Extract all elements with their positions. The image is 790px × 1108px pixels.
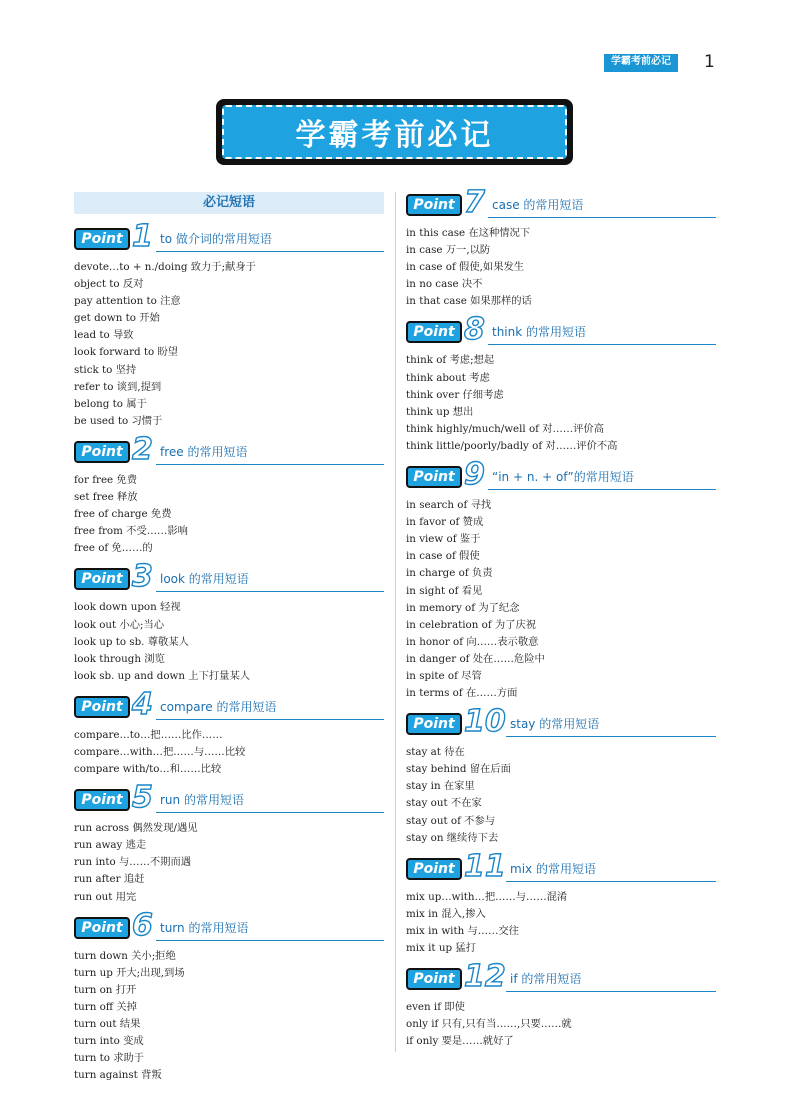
phrase-item: devote…to + n./doing 致力于;献身于	[74, 261, 256, 273]
phrase-item: run away 逃走	[74, 839, 147, 852]
point-group	[74, 219, 384, 430]
phrase-item: think up 想出	[406, 405, 474, 418]
phrase-item: in spite of 尽管	[406, 669, 482, 682]
page-number: 1	[704, 52, 715, 72]
point-title: mix 的常用短语	[510, 861, 596, 876]
phrase-item: stay out 不在家	[406, 797, 482, 810]
phrase-item: in celebration of 为了庆祝	[406, 618, 537, 631]
point-badge: Point	[74, 696, 130, 718]
point-badge: Point	[74, 568, 130, 590]
point-underline	[156, 719, 384, 720]
point-badge: Point	[406, 713, 462, 735]
phrase-item: stay on 继续待下去	[406, 831, 499, 844]
point-number: 4	[132, 686, 153, 722]
point-badge: Point	[74, 228, 130, 250]
phrase-item: in view of 鉴于	[406, 533, 481, 546]
phrase-item: in this case 在这种情况下	[406, 227, 531, 239]
phrase-item: free of charge 免费	[74, 508, 172, 521]
point-group	[406, 959, 716, 1050]
phrase-item: in danger of 处在……危险中	[406, 652, 545, 665]
phrase-item: mix in 混入,掺入	[406, 907, 486, 920]
phrase-item: turn on 打开	[74, 983, 137, 996]
phrase-item: in that case 如果那样的话	[406, 295, 532, 308]
point-title: if 的常用短语	[510, 972, 582, 987]
phrase-item: stick to 坚持	[74, 363, 137, 376]
phrase-item: turn to 求助于	[74, 1052, 145, 1065]
point-group	[74, 431, 384, 557]
phrase-item: think little/poorly/badly of 对……评价不高	[406, 439, 618, 452]
phrase-list	[406, 999, 716, 1050]
phrase-item: belong to 属于	[74, 397, 147, 410]
phrase-item: for free 免费	[74, 473, 137, 486]
point-badge: Point	[406, 194, 462, 216]
point-header	[74, 686, 384, 722]
point-header	[406, 959, 716, 995]
phrase-item: compare with/to…和……比较	[74, 763, 222, 776]
phrase-item: turn off 关掉	[74, 1000, 137, 1013]
point-number: 3	[132, 559, 153, 595]
phrase-item: if only 要是……就好了	[406, 1035, 514, 1048]
point-title: think 的常用短语	[492, 325, 587, 340]
phrase-item: even if 即使	[406, 1001, 465, 1014]
point-underline	[506, 991, 716, 992]
point-underline	[156, 464, 384, 465]
phrase-item: refer to 谈到,提到	[74, 380, 162, 393]
phrase-list	[74, 259, 384, 430]
column-divider	[395, 192, 396, 1052]
phrase-item: turn up 开大;出现,到场	[74, 966, 185, 979]
phrase-item: think about 考虑	[406, 371, 490, 384]
point-group	[406, 848, 716, 957]
phrase-item: free from 不受……影响	[74, 525, 188, 538]
point-header	[406, 312, 716, 348]
point-title: to 做介词的常用短语	[160, 232, 272, 246]
phrase-list	[406, 889, 716, 957]
point-group	[406, 185, 716, 310]
phrase-item: in case of 假使	[406, 550, 480, 563]
left-column	[74, 192, 384, 1093]
point-group	[74, 780, 384, 905]
point-group	[74, 907, 384, 1085]
point-title: stay 的常用短语	[510, 717, 600, 732]
point-number: 9	[464, 457, 485, 493]
point-number: 10	[464, 704, 506, 740]
point-number: 2	[132, 431, 153, 467]
point-underline	[506, 881, 716, 882]
point-underline	[156, 591, 384, 592]
phrase-item: set free 释放	[74, 491, 138, 504]
point-underline	[506, 736, 716, 737]
point-title: case 的常用短语	[492, 198, 584, 212]
phrase-item: mix in with 与……交往	[406, 924, 519, 937]
phrase-list	[74, 599, 384, 684]
phrase-item: turn into 变成	[74, 1035, 144, 1048]
point-underline	[488, 344, 716, 345]
phrase-item: in search of 寻找	[406, 499, 492, 512]
point-badge: Point	[406, 466, 462, 488]
point-underline	[156, 812, 384, 813]
phrase-item: get down to 开始	[74, 312, 160, 325]
phrase-item: in favor of 赞成	[406, 516, 484, 529]
point-underline	[156, 940, 384, 941]
phrase-item: object to 反对	[74, 278, 144, 291]
phrase-item: free of 免……的	[74, 542, 153, 555]
point-header	[74, 431, 384, 467]
phrase-item: think of 考虑;想起	[406, 354, 495, 367]
point-title: look 的常用短语	[160, 572, 249, 587]
point-header	[406, 457, 716, 493]
point-header	[74, 219, 384, 254]
phrase-item: mix up…with…把……与……混淆	[406, 890, 568, 903]
title-banner	[216, 99, 573, 165]
phrase-item: in memory of 为了纪念	[406, 601, 520, 614]
phrase-list	[406, 352, 716, 455]
point-badge: Point	[74, 441, 130, 463]
point-header	[406, 704, 716, 740]
point-number: 5	[132, 780, 153, 816]
phrase-item: be used to 习惯于	[74, 414, 163, 427]
phrase-item: look down upon 轻视	[74, 601, 181, 614]
phrase-item: stay at 待在	[406, 746, 465, 759]
right-column	[406, 185, 716, 1059]
point-badge: Point	[406, 858, 462, 880]
phrase-item: run after 追赶	[74, 873, 145, 886]
phrase-item: in terms of 在……方面	[406, 687, 518, 700]
point-number: 7	[464, 185, 485, 220]
phrase-item: pay attention to 注意	[74, 295, 181, 308]
point-group	[406, 704, 716, 847]
point-number: 11	[464, 848, 506, 884]
point-header	[74, 907, 384, 943]
point-header	[406, 185, 716, 220]
phrase-item: run into 与……不期而遇	[74, 856, 192, 869]
point-badge: Point	[74, 917, 130, 939]
phrase-item: look out 小心;当心	[74, 618, 165, 631]
phrase-item: think highly/much/well of 对……评价高	[406, 422, 605, 435]
point-badge: Point	[406, 321, 462, 343]
point-title: compare 的常用短语	[160, 699, 277, 714]
phrase-item: look sb. up and down 上下打量某人	[74, 669, 251, 682]
point-header	[74, 559, 384, 595]
phrase-item: turn against 背叛	[74, 1069, 162, 1082]
phrase-item: in case 万一,以防	[406, 244, 491, 257]
point-title: free 的常用短语	[160, 444, 248, 459]
phrase-item: turn out 结果	[74, 1018, 141, 1030]
phrase-item: compare…with…把……与……比较	[74, 745, 246, 758]
phrase-item: stay behind 留在后面	[406, 763, 511, 776]
header-rule	[604, 70, 678, 72]
point-number: 8	[464, 312, 485, 348]
title-banner-inner	[222, 105, 567, 159]
phrase-list	[406, 744, 716, 847]
point-header	[74, 780, 384, 816]
page-title: 学霸考前必记	[295, 118, 494, 153]
point-underline	[488, 489, 716, 490]
point-title: run 的常用短语	[160, 793, 244, 808]
point-number: 12	[464, 959, 506, 995]
phrase-item: in honor of 向……表示敬意	[406, 635, 539, 648]
phrase-item: turn down 关小;拒绝	[74, 949, 176, 962]
point-header	[406, 848, 716, 884]
phrase-item: in sight of 看见	[406, 584, 483, 597]
phrase-item: look up to sb. 尊敬某人	[74, 635, 189, 648]
phrase-item: run across 偶然发现/遇见	[74, 822, 198, 835]
point-badge: Point	[406, 968, 462, 990]
phrase-item: compare…to…把……比作……	[74, 728, 223, 741]
point-underline	[156, 251, 384, 252]
phrase-item: in charge of 负责	[406, 567, 493, 580]
phrase-item: stay out of 不参与	[406, 814, 496, 827]
phrase-item: think over 仔细考虑	[406, 388, 504, 401]
phrase-item: only if 只有,只有当……,只要……就	[406, 1018, 572, 1031]
phrase-item: stay in 在家里	[406, 780, 475, 793]
phrase-list	[74, 820, 384, 905]
phrase-list	[74, 472, 384, 557]
point-group	[74, 686, 384, 778]
phrase-item: look through 浏览	[74, 652, 165, 665]
point-underline	[488, 217, 716, 218]
section-label: 必记短语	[74, 192, 384, 214]
phrase-list	[74, 727, 384, 778]
phrase-item: in no case 决不	[406, 278, 483, 291]
phrase-list	[74, 948, 384, 1085]
phrase-item: lead to 导致	[74, 329, 134, 342]
point-badge: Point	[74, 789, 130, 811]
phrase-item: look forward to 盼望	[74, 346, 179, 359]
phrase-list	[406, 497, 716, 702]
point-title: turn 的常用短语	[160, 920, 249, 935]
phrase-list	[406, 225, 716, 310]
point-group	[406, 457, 716, 702]
point-group	[74, 559, 384, 684]
phrase-item: in case of 假使,如果发生	[406, 261, 525, 274]
phrase-item: mix it up 猛打	[406, 942, 476, 954]
point-title: “in + n. + of”的常用短语	[492, 470, 634, 485]
point-number: 6	[132, 907, 153, 943]
phrase-item: run out 用完	[74, 890, 137, 903]
point-group	[406, 312, 716, 455]
point-number: 1	[132, 219, 153, 254]
header-tag: 学霸考前必记	[604, 54, 678, 70]
